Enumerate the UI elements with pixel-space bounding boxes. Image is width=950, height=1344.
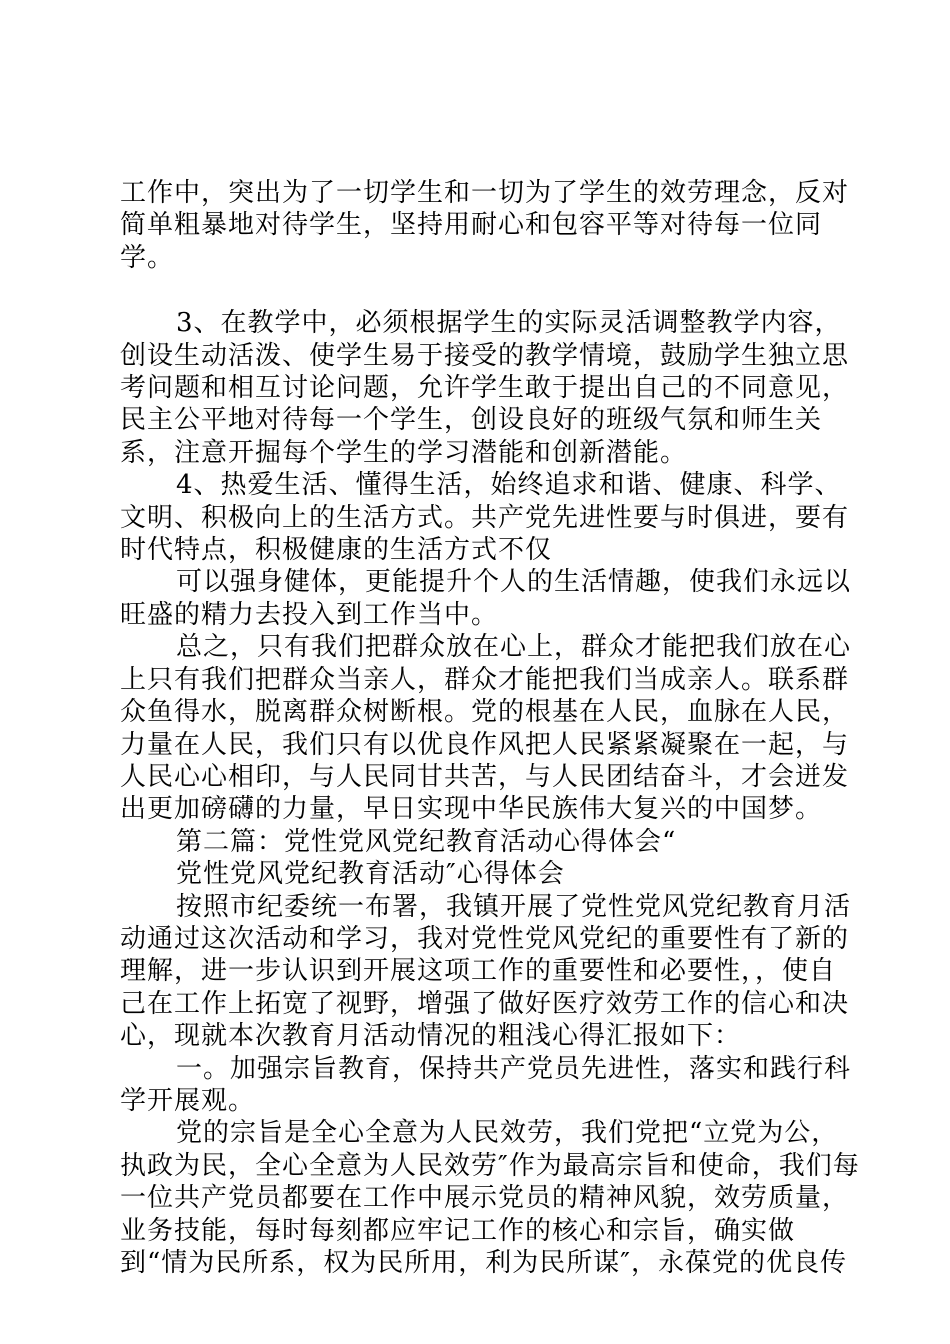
- paragraph-gap: [120, 274, 860, 307]
- paragraph-4: 可以强身健体，更能提升个人的生活情趣，使我们永远以旺盛的精力去投入到工作当中。: [120, 567, 852, 630]
- paragraph-1: 工作中，突出为了一切学生和一切为了学生的效劳理念，反对简单粗暴地对待学生，坚持用耐心和包容平等对待每一位同学。: [120, 178, 850, 273]
- section-title-line-1: 第二篇：党性党风党纪教育活动心得体会“: [176, 826, 677, 857]
- paragraph-2: 3、在教学中，必须根据学生的实际灵活调整教学内容，创设生动活泼、使学生易于接受的教学情境，鼓励学生独立思考问题和相互讨论问题，允许学生敢于提出自己的不同意见，民主公平地对待每一个学生，创设良好的班级气氛和师生关系，注意开掘每个学生的学习潜能和创新潜能。: [120, 308, 850, 468]
- paragraph-10: 党的宗旨是全心全意为人民效劳，我们党把“立党为公，执政为民，全心全意为人民效劳″作为最高宗旨和使命，我们每一位共产党员都要在工作中展示党员的精神风貌，效劳质量，业务技能，每时每刻都应牢记工作的核心和宗旨，确实做到“情为民所系，权为民所用，利为民所谋″，永葆党的优良传: [120, 1118, 860, 1278]
- document-body: [120, 177, 860, 1279]
- paragraph-5: 总之，只有我们把群众放在心上，群众才能把我们放在心上只有我们把群众当亲人，群众才能把我们当成亲人。联系群众鱼得水，脱离群众树断根。党的根基在人民，血脉在人民，力量在人民，我们只有以优良作风把人民紧紧凝聚在一起，与人民心心相印，与人民同甘共苦，与人民团结奋斗，才会迸发出更加磅礴的力量，早日实现中华民族伟大复兴的中国梦。: [120, 632, 852, 825]
- paragraph-8: 按照市纪委统一布署，我镇开展了党性党风党纪教育月活动通过这次活动和学习，我对党性党风党纪的重要性有了新的理解，进一步认识到开展这项工作的重要性和必要性，，使自己在工作上拓宽了视野，增强了做好医疗效劳工作的信心和决心，现就本次教育月活动情况的粗浅心得汇报如下：: [120, 891, 852, 1052]
- paragraph-3: 4、热爱生活、懂得生活，始终追求和谐、健康、科学、文明、积极向上的生活方式。共产党先进性要与时俱进，要有时代特点，积极健康的生活方式不仅: [120, 470, 850, 566]
- paragraph-9: 一。加强宗旨教育，保持共产党员先进性，落实和践行科学开展观。: [120, 1053, 852, 1116]
- section-title-line-2: 党性党风党纪教育活动″心得体会: [176, 859, 565, 890]
